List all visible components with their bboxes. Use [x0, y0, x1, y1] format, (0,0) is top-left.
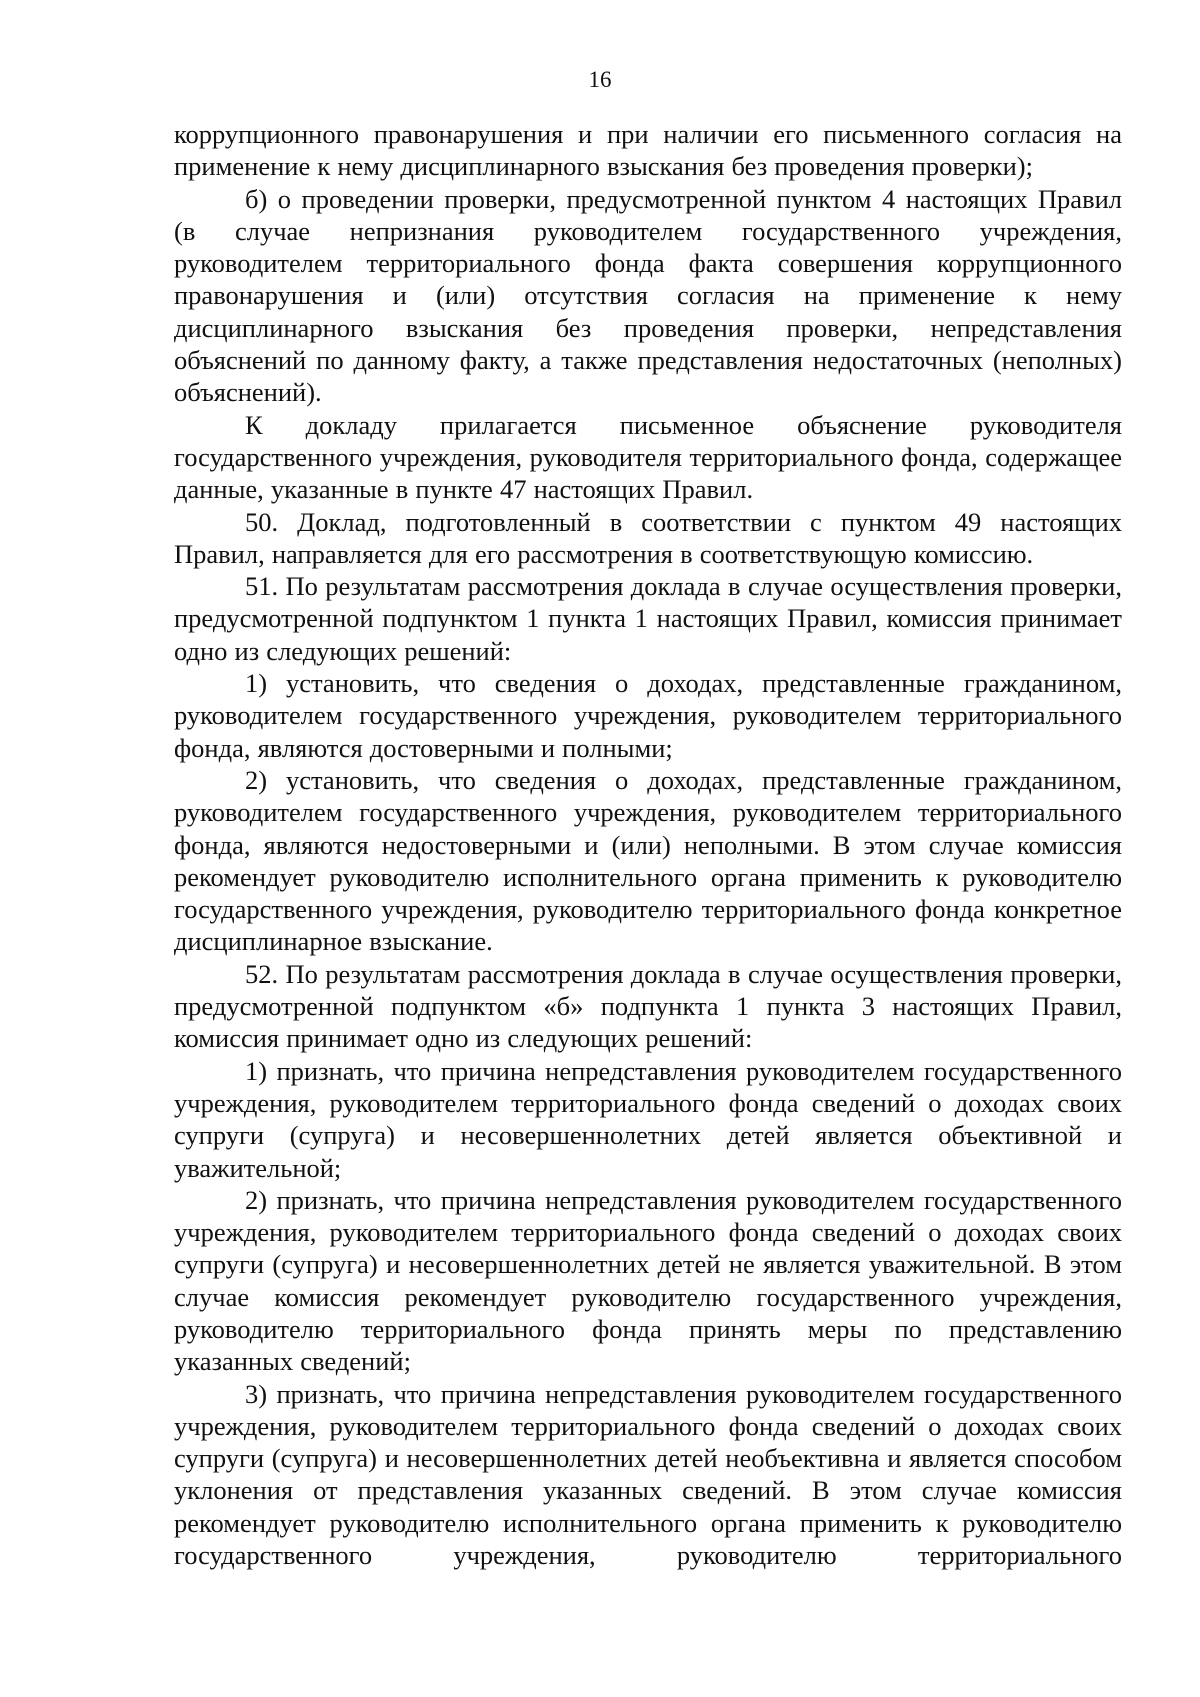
page-number: 16 [588, 67, 612, 92]
document-body [174, 118, 1122, 1571]
paragraph: 52. По результатам рассмотрения доклада в случае осуществления проверки, предусмотренной подпунктом «б» подпункта 1 пункта 3 настоящих Правил, комиссия принимает одно из следующих решений: [174, 958, 1122, 1054]
paragraph: К докладу прилагается письменное объяснение руководителя государственного учреждения, руководителя территориального фонда, содержащее данные, указанные в пункте 47 настоящих Правил. [174, 409, 1122, 505]
paragraph: 2) признать, что причина непредставления руководителем государственного учреждения, руководителем территориального фонда сведений о доходах своих супруги (супруга) и несовершеннолетних детей не является уважительной. В этом случае комиссия рекомендует руководителю государственного учреждения, руководителю территориального фонда принять меры по представлению указанных сведений; [174, 1184, 1122, 1377]
paragraph: б) о проведении проверки, предусмотренной пунктом 4 настоящих Правил (в случае непризнания руководителем государственного учреждения, руководителем территориального фонда факта совершения коррупционного правонарушения и (или) отсутствия согласия на применение к нему дисциплинарного взыскания без проведения проверки, непредставления объяснений по данному факту, а также представления недостаточных (неполных) объяснений). [174, 183, 1122, 408]
paragraph: 3) признать, что причина непредставления руководителем государственного учреждения, руководителем территориального фонда сведений о доходах своих супруги (супруга) и несовершеннолетних детей необъективна и является способом уклонения от представления указанных сведений. В этом случае комиссия рекомендует руководителю исполнительного органа применить к руководителю государственного учреждения, руководителю территориального [174, 1378, 1122, 1571]
paragraph: коррупционного правонарушения и при наличии его письменного согласия на применение к нему дисциплинарного взыскания без проведения проверки); [174, 119, 1122, 182]
paragraph: 51. По результатам рассмотрения доклада в случае осуществления проверки, предусмотренной подпунктом 1 пункта 1 настоящих Правил, комиссия принимает одно из следующих решений: [174, 571, 1122, 666]
paragraph: 2) установить, что сведения о доходах, представленные гражданином, руководителем государственного учреждения, руководителем территориального фонда, являются недостоверными и (или) неполными. В этом случае комиссия рекомендует руководителю исполнительного органа применить к руководителю государственного учреждения, руководителю территориального фонда конкретное дисциплинарное взыскание. [174, 764, 1122, 957]
paragraph: 1) признать, что причина непредставления руководителем государственного учреждения, руководителем территориального фонда сведений о доходах своих супруги (супруга) и несовершеннолетних детей является объективной и уважительной; [174, 1055, 1122, 1183]
paragraph: 1) установить, что сведения о доходах, представленные гражданином, руководителем государственного учреждения, руководителем территориального фонда, являются достоверными и полными; [174, 668, 1122, 763]
paragraph: 50. Доклад, подготовленный в соответствии с пунктом 49 настоящих Правил, направляется для его рассмотрения в соответствующую комиссию. [174, 506, 1122, 569]
